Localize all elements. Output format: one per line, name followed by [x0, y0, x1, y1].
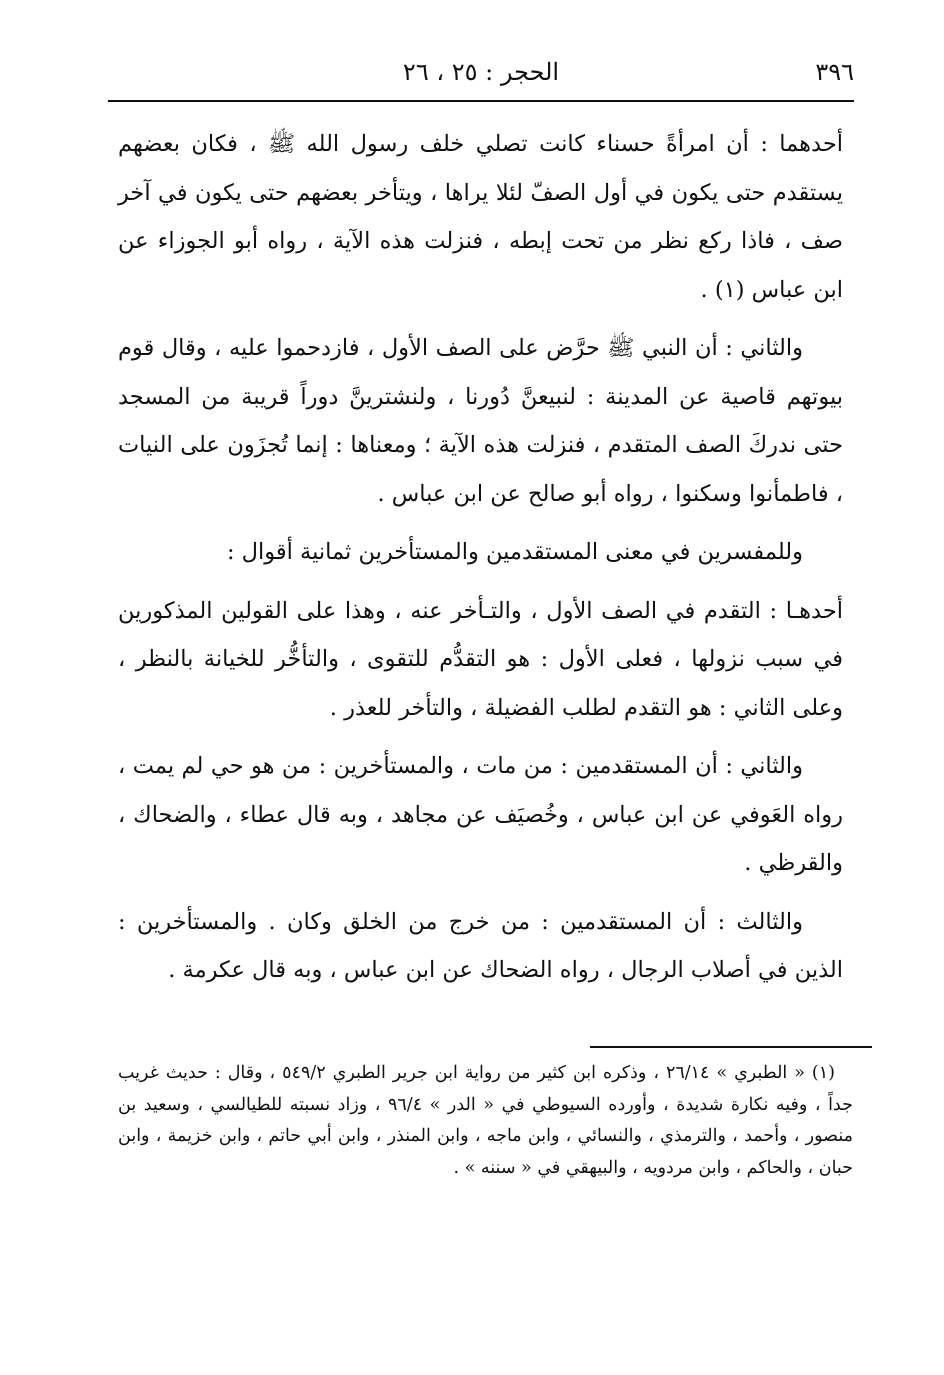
running-title: الحجر : ٢٥ ، ٢٦: [402, 58, 560, 86]
paragraph: أحدهما : أن امرأةً حسناء كانت تصلي خلف رسول الله ﷺ ، فكان بعضهم يستقدم حتى يكون في أول الصفّ لئلا يراها ، ويتأخر بعضهم حتى يكون في آخر صف ، فاذا ركع نظر من تحت إبطه ، فنزلت هذه الآية ، رواه أبو الجوزاء عن ابن عباس (١) .: [118, 131, 843, 303]
footnotes: [118, 1058, 853, 1184]
page-header: [108, 58, 854, 94]
paragraph: أحدهـا : التقدم في الصف الأول ، والتـأخر عنه ، وهذا على القولين المذكورين في سبب نزولها ، فعلى الأول : هو التقدُّم للتقوى ، والتأخُّر للخيانة بالنظر ، وعلى الثاني : هو التقدم لطلب الفضيلة ، والتأخر للعذر .: [118, 597, 843, 721]
paragraph: والثاني : أن المستقدمين : من مات ، والمستأخرين : من هو حي لم يمت ، رواه العَوفي عن ابن عباس ، وخُصيَف عن مجاهد ، وبه قال عطاء ، والضحاك ، والقرظي .: [118, 753, 843, 876]
header-rule: [108, 100, 854, 102]
paragraph: والثالث : أن المستقدمين : من خرج من الخلق وكان . والمستأخرين : الذين في أصلاب الرجال ، رواه الضحاك عن ابن عباس ، وبه قال عكرمة .: [118, 908, 843, 983]
footnote: (١) « الطبري » ٢٦/١٤ ، وذكره ابن كثير من رواية ابن جرير الطبري ٥٤٩/٢ ، وقال : حديث غريب جداً ، وفيه نكارة شديدة ، وأورده السيوطي في « الدر » ٩٦/٤ ، وزاد نسبته للطيالسي ، وسعيد بن منصور ، وأحمد ، والترمذي ، والنسائي ، وابن ماجه ، وابن المنذر ، وابن أبي حاتم ، وابن خزيمة ، وابن حبان ، والحاكم ، وابن مردويه ، والبيهقي في « سننه » .: [118, 1063, 853, 1178]
page-number: ٣٩٦: [815, 58, 854, 86]
main-text: [118, 120, 843, 1005]
footnote-rule: [590, 1046, 872, 1048]
paragraph: والثاني : أن النبي ﷺ حرَّض على الصف الأول ، فازدحموا عليه ، وقال قوم بيوتهم قاصية عن المدينة : لنبيعنَّ دُورنا ، ولنشترينَّ دوراً قريبة من المسجد حتى ندركَ الصف المتقدم ، فنزلت هذه الآية ؛ ومعناها : إنما تُجزَون على النيات ، فاطمأنوا وسكنوا ، رواه أبو صالح عن ابن عباس .: [118, 335, 843, 507]
paragraph: وللمفسرين في معنى المستقدمين والمستأخرين ثمانية أقوال :: [226, 539, 803, 565]
